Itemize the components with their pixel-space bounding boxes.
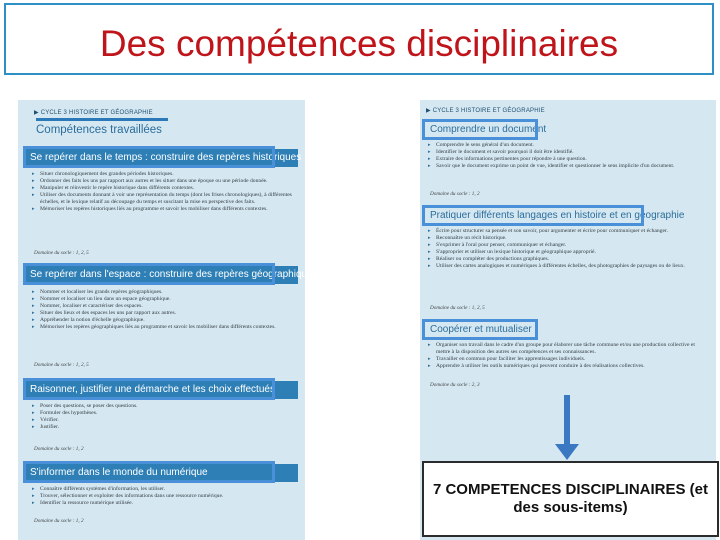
section-header-cooperer: Coopérer et mutualiser <box>426 321 538 339</box>
highlight-box <box>23 378 275 400</box>
socle-reference: Domaine du socle : 1, 2 <box>34 446 84 452</box>
list-item: ▸ Savoir que le document exprime un point de vue, identifier et questionner le sens implicite d'un document. <box>428 163 710 170</box>
right-cycle-label <box>426 107 545 114</box>
section-header-raisonner: Raisonner, justifier une démarche et les choix effectués <box>26 381 298 399</box>
list-item: ▸ Comprendre le sens général d'un document. <box>428 142 710 149</box>
right-cycle-text: CYCLE 3 HISTOIRE ET GÉOGRAPHIE <box>432 108 545 114</box>
highlight-box <box>422 119 538 140</box>
socle-reference: Domaine du socle : 1, 2, 5 <box>34 250 89 256</box>
list-item: ▸ Manipuler et réinvestir le repère historique dans différents contextes. <box>32 185 298 192</box>
list-item: ▸ Identifier le document et savoir pourquoi il doit être identifié. <box>428 149 710 156</box>
list-item: ▸ Appréhender la notion d'échelle géographique. <box>32 317 298 324</box>
section-header-langages: Pratiquer différents langages en histoire et en géographie <box>426 207 646 225</box>
list-item: ▸ Réaliser ou compléter des productions graphiques. <box>428 256 710 263</box>
list-item: ▸ Mémoriser les repères historiques liés au programme et savoir les mobiliser dans différents contextes. <box>32 206 298 213</box>
list-item: ▸ Organiser son travail dans le cadre d'un groupe pour élaborer une tâche commune et/ou une production collective et mettre à la disposition des autres ses compétences et ses connaissances. <box>428 342 710 356</box>
title-frame <box>4 3 714 75</box>
list-item: ▸ Situer des lieux et des espaces les uns par rapport aux autres. <box>32 310 298 317</box>
list-item: ▸ Connaître différents systèmes d'information, les utiliser. <box>32 486 298 493</box>
left-heading-underline <box>36 118 168 121</box>
section-list-langages <box>428 228 710 270</box>
play-arrow-icon: ▶ <box>34 110 41 116</box>
left-main-heading: Compétences travaillées <box>36 124 162 136</box>
socle-reference: Domaine du socle : 2, 3 <box>430 382 480 388</box>
highlight-box <box>422 319 538 340</box>
socle-reference: Domaine du socle : 1, 2 <box>430 191 480 197</box>
socle-reference: Domaine du socle : 1, 2, 5 <box>34 362 89 368</box>
slide-title: Des compétences disciplinaires <box>99 23 619 64</box>
section-list-cooperer <box>428 342 710 370</box>
section-header-temps: Se repérer dans le temps : construire des repères historiques <box>26 149 298 167</box>
section-list-comprendre <box>428 142 710 170</box>
play-arrow-icon: ▶ <box>426 108 433 114</box>
section-list-raisonner <box>32 403 298 431</box>
list-item: ▸ Extraire des informations pertinentes pour répondre à une question. <box>428 156 710 163</box>
list-item: ▸ S'exprimer à l'oral pour penser, communiquer et échanger. <box>428 242 710 249</box>
list-item: ▸ Trouver, sélectionner et exploiter des informations dans une ressource numérique. <box>32 493 298 500</box>
list-item: ▸ Travailler en commun pour faciliter les apprentissages individuels. <box>428 356 710 363</box>
socle-reference: Domaine du socle : 1, 2 <box>34 518 84 524</box>
list-item: ▸ Identifier la ressource numérique utilisée. <box>32 500 298 507</box>
list-item: ▸ Apprendre à utiliser les outils numériques qui peuvent conduire à des réalisations collectives. <box>428 363 710 370</box>
callout-text: 7 COMPETENCES DISCIPLINAIRES (et des sous-items) <box>432 481 709 516</box>
section-list-numerique <box>32 486 298 507</box>
list-item: ▸ Ordonner des faits les uns par rapport aux autres et les situer dans une époque ou une période donnée. <box>32 178 298 185</box>
left-cycle-text: CYCLE 3 HISTOIRE ET GÉOGRAPHIE <box>40 110 153 116</box>
down-arrow-icon <box>555 444 579 460</box>
list-item: ▸ Nommer et localiser un lieu dans un espace géographique. <box>32 296 298 303</box>
list-item: ▸ Utiliser des cartes analogiques et numériques à différentes échelles, des photographies de paysages ou de lieux. <box>428 263 710 270</box>
list-item: ▸ Reconnaître un récit historique. <box>428 235 710 242</box>
section-list-espace <box>32 289 298 331</box>
list-item: ▸ Écrire pour structurer sa pensée et son savoir, pour argumenter et écrire pour communiquer et échanger. <box>428 228 710 235</box>
callout-box <box>422 461 719 537</box>
section-header-comprendre: Comprendre un document <box>426 121 538 139</box>
list-item: ▸ Poser des questions, se poser des questions. <box>32 403 298 410</box>
list-item: ▸ Utiliser des documents donnant à voir une représentation du temps (dont les frises chronologiques), à différentes échelles, et le lexique relatif au découpage du temps et suscitant la mise en perspective des faits. <box>32 192 298 206</box>
list-item: ▸ Nommer et localiser les grands repères géographiques. <box>32 289 298 296</box>
list-item: ▸ S'approprier et utiliser un lexique historique et géographique approprié. <box>428 249 710 256</box>
list-item: ▸ Mémoriser les repères géographiques liés au programme et savoir les mobiliser dans différents contextes. <box>32 324 298 331</box>
list-item: ▸ Nommer, localiser et caractériser des espaces. <box>32 303 298 310</box>
list-item: ▸ Justifier. <box>32 424 298 431</box>
list-item: ▸ Vérifier. <box>32 417 298 424</box>
list-item: ▸ Formuler des hypothèses. <box>32 410 298 417</box>
highlight-box <box>23 146 275 168</box>
list-item: ▸ Situer chronologiquement des grandes périodes historiques. <box>32 171 298 178</box>
highlight-box <box>422 205 644 226</box>
section-list-temps <box>32 171 298 213</box>
section-header-numerique: S'informer dans le monde du numérique <box>26 464 298 482</box>
left-cycle-label <box>34 109 153 116</box>
socle-reference: Domaine du socle : 1, 2, 5 <box>430 305 485 311</box>
highlight-box <box>23 263 275 285</box>
down-arrow-shaft <box>564 395 570 445</box>
section-header-espace: Se repérer dans l'espace : construire des repères géographiques <box>26 266 298 284</box>
highlight-box <box>23 461 275 483</box>
